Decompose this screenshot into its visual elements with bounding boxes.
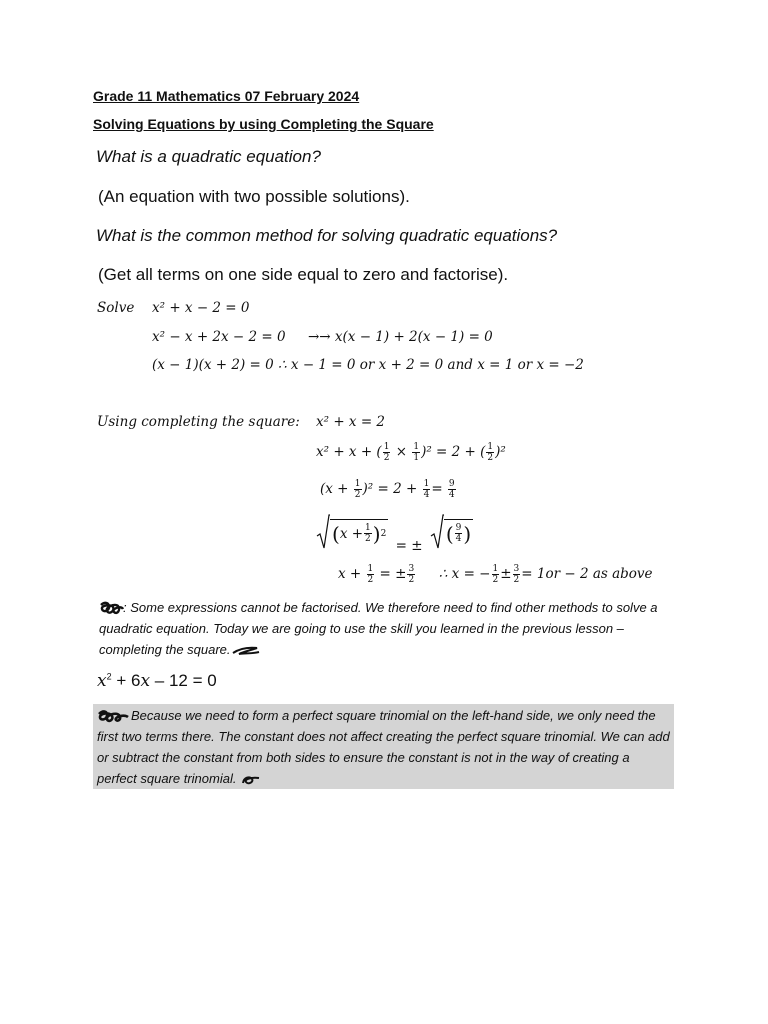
answer-2: (Get all terms on one side equal to zero and factorise). xyxy=(98,265,509,284)
solve-label: Solve xyxy=(97,300,135,316)
scribble-icon xyxy=(240,774,262,786)
document-title: Grade 11 Mathematics 07 February 2024 xyxy=(93,88,360,104)
square-root-left: ( x + $\frac{1}{2}$ ) 2 xyxy=(316,514,388,550)
question-2: What is the common method for solving quadratic equations? xyxy=(96,226,558,245)
completing-step-3: ( x + $\frac{1}{2}$ ) 2 = ± ( $\frac{9}{4}$ ) xyxy=(316,514,473,554)
fraction: $\frac{1}{2}$ xyxy=(487,442,494,463)
note-paragraph-1: : Some expressions cannot be factorised. We therefore need to find other methods to solve a quadratic equation. Today we are going to use the skill you learned in the previous lesson – completing the square. xyxy=(99,600,658,657)
square-root-right: ( $\frac{9}{4}$ ) xyxy=(430,514,473,550)
completing-step-2: (x + $\frac{1}{2}$ )² = 2 + $\frac{1}{4}$ = $\frac{9}{4}$ xyxy=(320,479,455,500)
radical-sign-icon xyxy=(316,514,330,550)
scribble-icon xyxy=(97,709,131,725)
completing-label: Using completing the square: xyxy=(97,414,300,430)
answer-1: (An equation with two possible solutions). xyxy=(98,187,410,206)
equation-line-3: (x − 1)(x + 2) = 0 ∴ x − 1 = 0 or x + 2 = 0 and x = 1 or x = −2 xyxy=(152,357,584,373)
completing-start-equation: x² + x = 2 xyxy=(316,414,386,430)
equation-line-2a: x² − x + 2x − 2 = 0 xyxy=(152,329,286,345)
question-1: What is a quadratic equation? xyxy=(96,147,321,166)
scribble-icon xyxy=(99,601,125,617)
equation-line-1: x² + x − 2 = 0 xyxy=(152,300,250,316)
fraction: $\frac{1}{2}$ xyxy=(354,479,361,500)
fraction: $\frac{9}{4}$ xyxy=(448,479,455,500)
document-subtitle: Solving Equations by using Completing the Square xyxy=(93,116,434,132)
radical-sign-icon xyxy=(430,514,444,550)
equation-line-2b: →→ x(x − 1) + 2(x − 1) = 0 xyxy=(308,329,493,345)
scribble-icon xyxy=(231,645,261,657)
completing-step-1: x² + x + ( $\frac{1}{2}$ × $\frac{1}{1}$ )² = 2 + ( $\frac{1}{2}$ )² xyxy=(316,442,506,463)
completing-step-4: x + $\frac{1}{2}$ = ± $\frac{3}{2}$ ∴ x = − $\frac{1}{2}$ ± $\frac{3}{2}$ = 1or − 2 as above xyxy=(338,564,653,585)
fraction: $\frac{1}{2}$ xyxy=(383,442,390,463)
example-equation: $x^2 + 6x - 12 = 0$ xyxy=(97,671,217,691)
fraction: $\frac{1}{1}$ xyxy=(413,442,420,463)
fraction: $\frac{1}{4}$ xyxy=(423,479,430,500)
note-paragraph-2: Because we need to form a perfect square trinomial on the left-hand side, we only need the first two terms there. The constant does not affect creating the perfect square trinomial. We can add or subtract the constant from both sides to ensure the constant is not in the way of creating a perfect square trinomial. xyxy=(97,708,670,786)
